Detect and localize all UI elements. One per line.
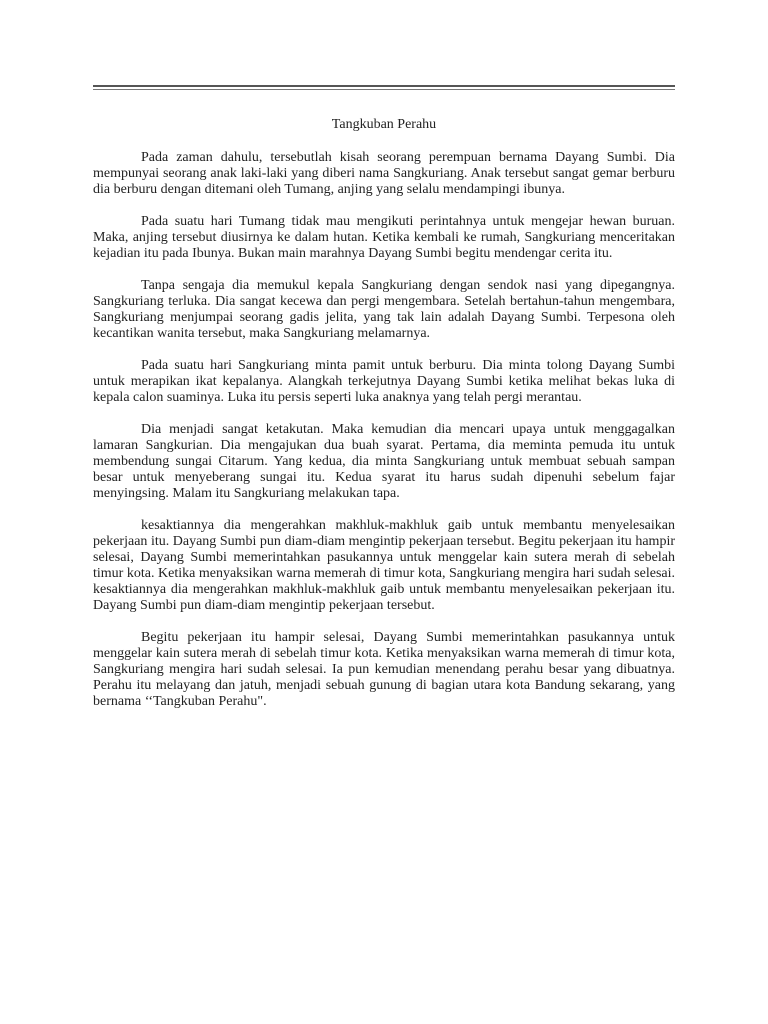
document-title: Tangkuban Perahu — [331, 117, 437, 132]
header-rule-thick — [93, 85, 675, 87]
paragraph-3: Tanpa sengaja dia memukul kepala Sangkuriang dengan sendok nasi yang dipegangnya. Sangkuriang terluka. Dia sangat kecewa dan pergi mengembara. Setelah bertahun-tahun mengembara, Sangkuriang menjumpai seorang gadis jelita, yang tak lain adalah Dayang Sumbi. Terpesona oleh kecantikan wanita tersebut, maka Sangkuriang melamarnya. — [93, 278, 675, 341]
paragraph-5: Dia menjadi sangat ketakutan. Maka kemudian dia mencari upaya untuk menggagalkan lamaran Sangkurian. Dia mengajukan dua buah syarat. Pertama, dia meminta pemuda itu untuk membendung sungai Citarum. Yang kedua, dia minta Sangkuriang untuk membuat sebuah sampan besar untuk menyeberang sungai itu. Kedua syarat itu harus sudah dipenuhi sebelum fajar menyingsing. Malam itu Sangkuriang melakukan tapa. — [93, 422, 675, 501]
header-rule-thin — [93, 89, 675, 90]
document-body — [93, 150, 675, 726]
paragraph-1: Pada zaman dahulu, tersebutlah kisah seorang perempuan bernama Dayang Sumbi. Dia mempunyai seorang anak laki-laki yang diberi nama Sangkuriang. Anak tersebut sangat gemar berburu dia berburu dengan ditemani oleh Tumang, anjing yang selalu mendampingi ibunya. — [93, 150, 675, 197]
paragraph-6: kesaktiannya dia mengerahkan makhluk-makhluk gaib untuk membantu menyelesaikan pekerjaan itu. Dayang Sumbi pun diam-diam mengintip pekerjaan tersebut. Begitu pekerjaan itu hampir selesai, Dayang Sumbi memerintahkan pasukannya untuk menggelar kain sutera merah di sebelah timur kota. Ketika menyaksikan warna memerah di timur kota, Sangkuriang mengira hari sudah selesai. kesaktiannya dia mengerahkan makhluk-makhluk gaib untuk membantu menyelesaikan pekerjaan itu. Dayang Sumbi pun diam-diam mengintip pekerjaan tersebut. — [93, 518, 675, 613]
paragraph-2: Pada suatu hari Tumang tidak mau mengikuti perintahnya untuk mengejar hewan buruan. Maka, anjing tersebut diusirnya ke dalam hutan. Ketika kembali ke rumah, Sangkuriang menceritakan kejadian itu pada Ibunya. Bukan main marahnya Dayang Sumbi begitu mendengar cerita itu. — [93, 214, 675, 261]
paragraph-7: Begitu pekerjaan itu hampir selesai, Dayang Sumbi memerintahkan pasukannya untuk menggelar kain sutera merah di sebelah timur kota. Ketika menyaksikan warna memerah di timur kota, Sangkuriang mengira hari sudah selesai. Ia pun kemudian menendang perahu besar yang dibuatnya. Perahu itu melayang dan jatuh, menjadi sebuah gunung di bagian utara kota Bandung sekarang, yang bernama ‘‘Tangkuban Perahu". — [93, 630, 675, 709]
paragraph-4: Pada suatu hari Sangkuriang minta pamit untuk berburu. Dia minta tolong Dayang Sumbi untuk merapikan ikat kepalanya. Alangkah terkejutnya Dayang Sumbi ketika melihat bekas luka di kepala calon suaminya. Luka itu persis seperti luka anaknya yang telah pergi merantau. — [93, 358, 675, 405]
